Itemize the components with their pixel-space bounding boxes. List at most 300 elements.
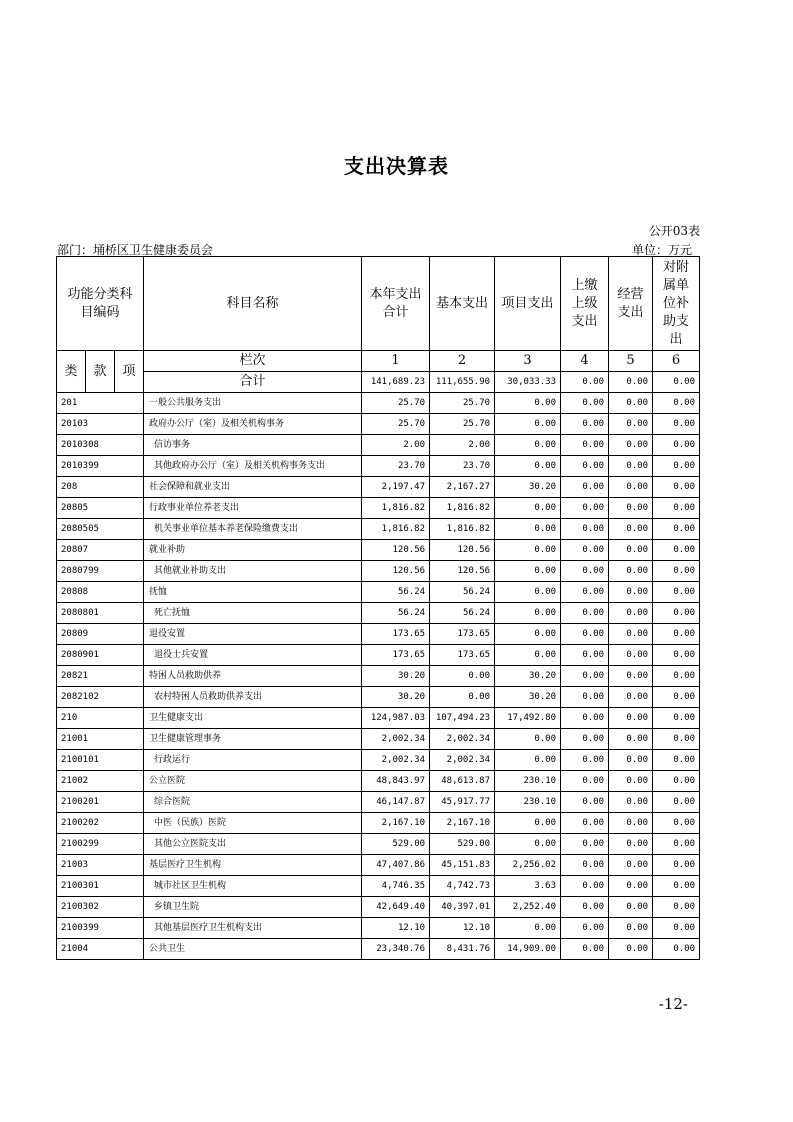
table-row (57, 750, 700, 771)
subsidy-cell: 0.00 (653, 897, 700, 918)
subsidy-cell: 0.00 (653, 666, 700, 687)
func-code-cell: 20805 (57, 498, 144, 519)
subsidy-cell: 0.00 (653, 771, 700, 792)
total-cell: 23.70 (362, 456, 430, 477)
total-label: 合计 (144, 372, 362, 393)
subject-name-text: 卫生健康支出 (149, 713, 204, 723)
total-total: 141,689.23 (362, 372, 430, 393)
func-code-cell: 2010308 (57, 435, 144, 456)
total-cell: 48,843.97 (362, 771, 430, 792)
business-cell: 0.00 (609, 603, 653, 624)
table-row (57, 645, 700, 666)
upper-cell: 0.00 (561, 477, 609, 498)
level-xiang: 项 (115, 351, 144, 393)
func-code-cell: 2100299 (57, 834, 144, 855)
subject-name-text: 信访事务 (154, 440, 191, 450)
upper-cell: 0.00 (561, 582, 609, 603)
func-code-cell: 208 (57, 477, 144, 498)
func-code-cell: 21002 (57, 771, 144, 792)
func-code-cell: 210 (57, 708, 144, 729)
upper-cell: 0.00 (561, 393, 609, 414)
subject-name-text: 一般公共服务支出 (149, 398, 222, 408)
header-basic: 基本支出 (430, 257, 495, 351)
basic-cell: 2,002.34 (430, 750, 495, 771)
subject-name-cell (144, 939, 362, 960)
project-cell: 0.00 (495, 624, 561, 645)
func-code-cell: 2100302 (57, 897, 144, 918)
subject-name-text: 特困人员救助供养 (149, 671, 222, 681)
table-row (57, 813, 700, 834)
subsidy-cell: 0.00 (653, 414, 700, 435)
subsidy-cell: 0.00 (653, 855, 700, 876)
subject-name-text: 其他公立医院支出 (154, 839, 227, 849)
business-cell: 0.00 (609, 792, 653, 813)
total-cell: 120.56 (362, 561, 430, 582)
total-cell: 2,002.34 (362, 750, 430, 771)
func-code-cell: 20808 (57, 582, 144, 603)
subject-name-text: 死亡抚恤 (154, 608, 191, 618)
basic-cell: 48,613.87 (430, 771, 495, 792)
upper-cell: 0.00 (561, 918, 609, 939)
project-cell: 0.00 (495, 834, 561, 855)
upper-cell: 0.00 (561, 792, 609, 813)
func-code-cell: 2080801 (57, 603, 144, 624)
business-cell: 0.00 (609, 729, 653, 750)
subject-name-text: 城市社区卫生机构 (154, 881, 227, 891)
upper-cell: 0.00 (561, 855, 609, 876)
subsidy-cell: 0.00 (653, 435, 700, 456)
subsidy-cell: 0.00 (653, 708, 700, 729)
subject-name-text: 公共卫生 (149, 944, 186, 954)
basic-cell: 40,397.01 (430, 897, 495, 918)
total-cell: 47,407.86 (362, 855, 430, 876)
project-cell: 230.10 (495, 771, 561, 792)
table-row (57, 603, 700, 624)
subject-name-text: 其他基层医疗卫生机构支出 (154, 923, 263, 933)
total-cell: 529.00 (362, 834, 430, 855)
business-cell: 0.00 (609, 708, 653, 729)
subject-name-text: 农村特困人员救助供养支出 (154, 692, 263, 702)
subsidy-cell: 0.00 (653, 393, 700, 414)
func-code-cell: 2100201 (57, 792, 144, 813)
func-code-cell: 20103 (57, 414, 144, 435)
business-cell: 0.00 (609, 855, 653, 876)
table-row (57, 624, 700, 645)
total-project: 30,033.33 (495, 372, 561, 393)
subject-name-text: 退役士兵安置 (154, 650, 209, 660)
total-row (57, 372, 700, 393)
upper-cell: 0.00 (561, 750, 609, 771)
total-basic: 111,655.90 (430, 372, 495, 393)
page-title: 支出决算表 (344, 154, 449, 178)
subject-name-cell (144, 750, 362, 771)
basic-cell: 56.24 (430, 582, 495, 603)
total-cell: 56.24 (362, 603, 430, 624)
business-cell: 0.00 (609, 624, 653, 645)
subsidy-cell: 0.00 (653, 540, 700, 561)
subsidy-cell: 0.00 (653, 939, 700, 960)
subject-name-text: 退役安置 (149, 629, 186, 639)
subject-name-cell (144, 918, 362, 939)
subsidy-cell: 0.00 (653, 876, 700, 897)
upper-cell: 0.00 (561, 834, 609, 855)
func-code-cell: 20821 (57, 666, 144, 687)
table-row (57, 918, 700, 939)
subject-name-text: 政府办公厅（室）及相关机构事务 (149, 419, 285, 429)
basic-cell: 25.70 (430, 393, 495, 414)
table-row (57, 540, 700, 561)
business-cell: 0.00 (609, 750, 653, 771)
total-business: 0.00 (609, 372, 653, 393)
subsidy-cell: 0.00 (653, 624, 700, 645)
func-code-cell: 21003 (57, 855, 144, 876)
table-row (57, 687, 700, 708)
func-code-cell: 21004 (57, 939, 144, 960)
project-cell: 14,909.00 (495, 939, 561, 960)
subject-name-cell (144, 477, 362, 498)
upper-cell: 0.00 (561, 519, 609, 540)
subsidy-cell: 0.00 (653, 456, 700, 477)
table-row (57, 708, 700, 729)
basic-cell: 120.56 (430, 540, 495, 561)
total-upper: 0.00 (561, 372, 609, 393)
column-number-3: 3 (495, 351, 561, 372)
subsidy-cell: 0.00 (653, 918, 700, 939)
header-subsidy: 对附属单位补助支出 (653, 257, 700, 351)
subject-name-cell (144, 687, 362, 708)
project-cell: 0.00 (495, 813, 561, 834)
business-cell: 0.00 (609, 435, 653, 456)
subsidy-cell: 0.00 (653, 645, 700, 666)
business-cell: 0.00 (609, 834, 653, 855)
business-cell: 0.00 (609, 939, 653, 960)
table-row (57, 897, 700, 918)
header-business: 经营支出 (609, 257, 653, 351)
business-cell: 0.00 (609, 540, 653, 561)
table-row (57, 519, 700, 540)
subject-name-text: 抚恤 (149, 587, 168, 597)
total-cell: 25.70 (362, 393, 430, 414)
subject-name-cell (144, 834, 362, 855)
total-cell: 42,649.40 (362, 897, 430, 918)
table-row (57, 498, 700, 519)
basic-cell: 45,151.83 (430, 855, 495, 876)
subject-name-text: 公立医院 (149, 776, 186, 786)
func-code-cell: 2100202 (57, 813, 144, 834)
total-cell: 46,147.87 (362, 792, 430, 813)
business-cell: 0.00 (609, 876, 653, 897)
column-number-1: 1 (362, 351, 430, 372)
subsidy-cell: 0.00 (653, 498, 700, 519)
upper-cell: 0.00 (561, 603, 609, 624)
table-row (57, 456, 700, 477)
project-cell: 30.20 (495, 687, 561, 708)
column-number-6: 6 (653, 351, 700, 372)
subject-name-text: 乡镇卫生院 (154, 902, 200, 912)
project-cell: 3.63 (495, 876, 561, 897)
subsidy-cell: 0.00 (653, 792, 700, 813)
table-row (57, 855, 700, 876)
upper-cell: 0.00 (561, 897, 609, 918)
business-cell: 0.00 (609, 561, 653, 582)
project-cell: 0.00 (495, 456, 561, 477)
subject-name-text: 其他就业补助支出 (154, 566, 227, 576)
subject-name-text: 卫生健康管理事务 (149, 734, 222, 744)
header-name: 科目名称 (144, 257, 362, 351)
subsidy-cell: 0.00 (653, 834, 700, 855)
total-cell: 2,002.34 (362, 729, 430, 750)
upper-cell: 0.00 (561, 414, 609, 435)
page-number: -12- (658, 995, 688, 1013)
subject-name-cell (144, 855, 362, 876)
basic-cell: 2.00 (430, 435, 495, 456)
subsidy-cell: 0.00 (653, 477, 700, 498)
total-cell: 2.00 (362, 435, 430, 456)
subject-name-cell (144, 645, 362, 666)
project-cell: 0.00 (495, 519, 561, 540)
project-cell: 0.00 (495, 498, 561, 519)
project-cell: 2,256.02 (495, 855, 561, 876)
basic-cell: 23.70 (430, 456, 495, 477)
subject-name-cell (144, 414, 362, 435)
project-cell: 0.00 (495, 918, 561, 939)
total-cell: 1,816.82 (362, 519, 430, 540)
level-lei: 类 (57, 351, 86, 393)
basic-cell: 2,167.10 (430, 813, 495, 834)
total-cell: 30.20 (362, 666, 430, 687)
header-func-code: 功能分类科目编码 (57, 257, 144, 351)
subsidy-cell: 0.00 (653, 750, 700, 771)
total-cell: 23,340.76 (362, 939, 430, 960)
table-row (57, 477, 700, 498)
subject-name-cell (144, 435, 362, 456)
subject-name-text: 中医（民族）医院 (154, 818, 227, 828)
business-cell: 0.00 (609, 918, 653, 939)
subject-name-cell (144, 498, 362, 519)
func-code-cell: 2100301 (57, 876, 144, 897)
subsidy-cell: 0.00 (653, 687, 700, 708)
subject-name-cell (144, 666, 362, 687)
subsidy-cell: 0.00 (653, 561, 700, 582)
department-label: 部门：埇桥区卫生健康委员会 (57, 243, 214, 257)
basic-cell: 2,167.27 (430, 477, 495, 498)
subject-name-cell (144, 456, 362, 477)
project-cell: 0.00 (495, 729, 561, 750)
upper-cell: 0.00 (561, 687, 609, 708)
total-cell: 12.10 (362, 918, 430, 939)
upper-cell: 0.00 (561, 708, 609, 729)
project-cell: 2,252.40 (495, 897, 561, 918)
subsidy-cell: 0.00 (653, 582, 700, 603)
column-number-2: 2 (430, 351, 495, 372)
func-code-cell: 2100399 (57, 918, 144, 939)
project-cell: 0.00 (495, 393, 561, 414)
business-cell: 0.00 (609, 498, 653, 519)
total-cell: 1,816.82 (362, 498, 430, 519)
basic-cell: 173.65 (430, 624, 495, 645)
upper-cell: 0.00 (561, 435, 609, 456)
project-cell: 0.00 (495, 750, 561, 771)
column-number-row (57, 351, 700, 372)
subject-name-cell (144, 708, 362, 729)
total-cell: 4,746.35 (362, 876, 430, 897)
basic-cell: 2,002.34 (430, 729, 495, 750)
upper-cell: 0.00 (561, 561, 609, 582)
basic-cell: 8,431.76 (430, 939, 495, 960)
project-cell: 0.00 (495, 582, 561, 603)
total-cell: 2,197.47 (362, 477, 430, 498)
project-cell: 0.00 (495, 414, 561, 435)
basic-cell: 0.00 (430, 687, 495, 708)
upper-cell: 0.00 (561, 939, 609, 960)
subject-name-cell (144, 624, 362, 645)
basic-cell: 45,917.77 (430, 792, 495, 813)
table-row (57, 435, 700, 456)
table-row (57, 729, 700, 750)
upper-cell: 0.00 (561, 624, 609, 645)
business-cell: 0.00 (609, 456, 653, 477)
project-cell: 0.00 (495, 435, 561, 456)
subject-name-cell (144, 582, 362, 603)
subject-name-cell (144, 771, 362, 792)
table-row (57, 666, 700, 687)
func-code-cell: 20807 (57, 540, 144, 561)
upper-cell: 0.00 (561, 498, 609, 519)
subject-name-text: 其他政府办公厅（室）及相关机构事务支出 (154, 461, 326, 471)
table-row (57, 771, 700, 792)
upper-cell: 0.00 (561, 876, 609, 897)
table-row (57, 876, 700, 897)
func-code-cell: 2010399 (57, 456, 144, 477)
column-number-4: 4 (561, 351, 609, 372)
business-cell: 0.00 (609, 771, 653, 792)
func-code-cell: 201 (57, 393, 144, 414)
subject-name-cell (144, 561, 362, 582)
business-cell: 0.00 (609, 897, 653, 918)
basic-cell: 12.10 (430, 918, 495, 939)
column-number-5: 5 (609, 351, 653, 372)
table-row (57, 561, 700, 582)
subsidy-cell: 0.00 (653, 519, 700, 540)
project-cell: 30.20 (495, 477, 561, 498)
func-code-cell: 21001 (57, 729, 144, 750)
subject-name-cell (144, 876, 362, 897)
subsidy-cell: 0.00 (653, 813, 700, 834)
header-project: 项目支出 (495, 257, 561, 351)
upper-cell: 0.00 (561, 540, 609, 561)
form-number: 公开03表 (648, 224, 700, 238)
basic-cell: 107,494.23 (430, 708, 495, 729)
project-cell: 17,492.80 (495, 708, 561, 729)
header-total: 本年支出合计 (362, 257, 430, 351)
basic-cell: 1,816.82 (430, 498, 495, 519)
total-cell: 173.65 (362, 624, 430, 645)
business-cell: 0.00 (609, 582, 653, 603)
func-code-cell: 2082102 (57, 687, 144, 708)
level-kuan: 款 (86, 351, 115, 393)
project-cell: 230.10 (495, 792, 561, 813)
total-cell: 2,167.10 (362, 813, 430, 834)
total-cell: 120.56 (362, 540, 430, 561)
basic-cell: 4,742.73 (430, 876, 495, 897)
basic-cell: 1,816.82 (430, 519, 495, 540)
column-number-label: 栏次 (144, 351, 362, 372)
business-cell: 0.00 (609, 813, 653, 834)
upper-cell: 0.00 (561, 729, 609, 750)
subject-name-text: 就业补助 (149, 545, 186, 555)
subject-name-cell (144, 897, 362, 918)
table-row (57, 582, 700, 603)
subsidy-cell: 0.00 (653, 603, 700, 624)
header-upper: 上缴上级支出 (561, 257, 609, 351)
func-code-cell: 2080901 (57, 645, 144, 666)
business-cell: 0.00 (609, 393, 653, 414)
subject-name-cell (144, 519, 362, 540)
subject-name-cell (144, 729, 362, 750)
table-row (57, 939, 700, 960)
basic-cell: 529.00 (430, 834, 495, 855)
business-cell: 0.00 (609, 477, 653, 498)
upper-cell: 0.00 (561, 813, 609, 834)
upper-cell: 0.00 (561, 645, 609, 666)
subject-name-cell (144, 393, 362, 414)
func-code-cell: 2080505 (57, 519, 144, 540)
table-row (57, 792, 700, 813)
basic-cell: 120.56 (430, 561, 495, 582)
total-cell: 30.20 (362, 687, 430, 708)
func-code-cell: 20809 (57, 624, 144, 645)
subject-name-cell (144, 792, 362, 813)
business-cell: 0.00 (609, 687, 653, 708)
upper-cell: 0.00 (561, 771, 609, 792)
basic-cell: 56.24 (430, 603, 495, 624)
table-row (57, 414, 700, 435)
project-cell: 0.00 (495, 561, 561, 582)
subject-name-text: 基层医疗卫生机构 (149, 860, 222, 870)
subject-name-cell (144, 540, 362, 561)
func-code-cell: 2080799 (57, 561, 144, 582)
subject-name-text: 综合医院 (154, 797, 191, 807)
total-cell: 56.24 (362, 582, 430, 603)
total-subsidy: 0.00 (653, 372, 700, 393)
business-cell: 0.00 (609, 519, 653, 540)
subject-name-text: 行政运行 (154, 755, 191, 765)
table-row (57, 834, 700, 855)
upper-cell: 0.00 (561, 456, 609, 477)
expenditure-table (56, 256, 700, 960)
business-cell: 0.00 (609, 666, 653, 687)
subject-name-cell (144, 603, 362, 624)
business-cell: 0.00 (609, 645, 653, 666)
project-cell: 0.00 (495, 540, 561, 561)
subject-name-text: 机关事业单位基本养老保险缴费支出 (154, 524, 299, 534)
header-row (57, 257, 700, 351)
subsidy-cell: 0.00 (653, 729, 700, 750)
project-cell: 30.20 (495, 666, 561, 687)
subject-name-text: 行政事业单位养老支出 (149, 503, 240, 513)
total-cell: 124,987.03 (362, 708, 430, 729)
business-cell: 0.00 (609, 414, 653, 435)
total-cell: 25.70 (362, 414, 430, 435)
func-code-cell: 2100101 (57, 750, 144, 771)
basic-cell: 0.00 (430, 666, 495, 687)
unit-label: 单位：万元 (631, 243, 692, 257)
project-cell: 0.00 (495, 645, 561, 666)
project-cell: 0.00 (495, 603, 561, 624)
basic-cell: 173.65 (430, 645, 495, 666)
subject-name-cell (144, 813, 362, 834)
table-row (57, 393, 700, 414)
